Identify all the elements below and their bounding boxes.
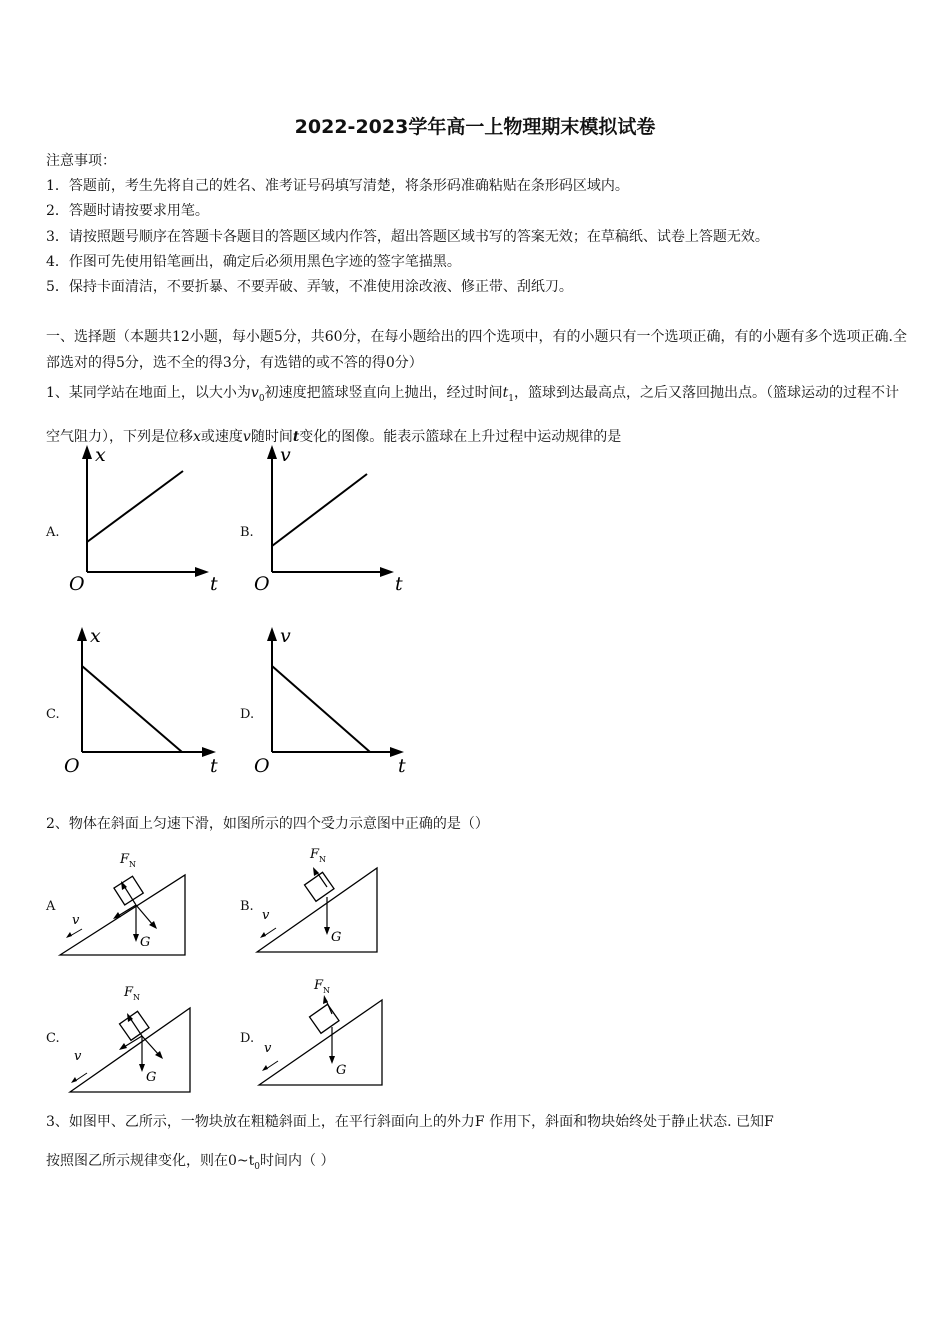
q1-option-c-label: C. bbox=[46, 707, 60, 722]
q1-d-x-label: t bbox=[398, 755, 406, 777]
q2-a-fn: F bbox=[120, 852, 130, 867]
q1-b-y-label: v bbox=[280, 444, 291, 466]
q2-c-g: G bbox=[146, 1070, 157, 1085]
q2-a-v: v bbox=[72, 913, 80, 928]
q2-option-a-label: A bbox=[46, 899, 56, 914]
q1-option-a-label: A. bbox=[46, 525, 60, 540]
q2-b-fn-sub: N bbox=[319, 855, 326, 864]
q1-c-origin: O bbox=[64, 755, 80, 777]
q1-a-x-label: t bbox=[210, 573, 218, 595]
q1-a-origin: O bbox=[69, 573, 85, 595]
notice-item-5: 5．保持卡面清洁，不要折暴、不要弄破、弄皱，不准使用涂改液、修正带、刮纸刀。 bbox=[46, 279, 573, 295]
q2-d-fn-sub: N bbox=[323, 986, 330, 995]
q2-d-g: G bbox=[336, 1063, 347, 1078]
q1-d-origin: O bbox=[254, 755, 270, 777]
q2-option-c-label: C. bbox=[46, 1031, 60, 1046]
q2-d-v: v bbox=[264, 1041, 272, 1056]
q2-option-b-label: B. bbox=[240, 899, 254, 914]
q2-option-d-label: D. bbox=[240, 1031, 255, 1046]
q2-a-g: G bbox=[140, 935, 151, 950]
q2-diagram-c bbox=[62, 980, 197, 1095]
notice-heading: 注意事项： bbox=[46, 153, 116, 169]
question-3-line-1: 3、如图甲、乙所示，一物块放在粗糙斜面上，在平行斜面向上的外力F 作用下，斜面和物块始终处于静止状态. 已知F bbox=[46, 1114, 774, 1130]
q1-option-b-label: B. bbox=[240, 525, 254, 540]
q1-b-x-label: t bbox=[395, 573, 403, 595]
notice-item-1: 1．答题前，考生先将自己的姓名、准考证号码填写清楚，将条形码准确粘贴在条形码区域内。 bbox=[46, 178, 629, 194]
q1-graph-d bbox=[252, 622, 422, 777]
q2-diagram-a bbox=[60, 845, 195, 960]
q1-c-x-label: t bbox=[210, 755, 218, 777]
notice-item-2: 2．答题时请按要求用笔。 bbox=[46, 203, 209, 219]
q2-diagram-b bbox=[252, 840, 387, 955]
q1-b-origin: O bbox=[254, 573, 270, 595]
q2-c-v: v bbox=[74, 1049, 82, 1064]
q2-a-fn-sub: N bbox=[129, 860, 136, 869]
notice-item-3: 3．请按照题号顺序在答题卡各题目的答题区域内作答，超出答题区域书写的答案无效；在草稿纸、试卷上答题无效。 bbox=[46, 229, 769, 245]
q1-graph-a bbox=[64, 440, 234, 595]
q2-c-fn-sub: N bbox=[133, 993, 140, 1002]
section-intro: 一、选择题（本题共12小题，每小题5分，共60分，在每小题给出的四个选项中，有的小题只有一个选项正确，有的小题有多个选项正确.全部选对的得5分，选不全的得3分，有选错的或不答的得0分） bbox=[46, 329, 907, 371]
q1-c-y-label: x bbox=[90, 625, 101, 647]
q2-b-v: v bbox=[262, 908, 270, 923]
q2-c-fn: F bbox=[124, 985, 134, 1000]
q1-graph-c bbox=[62, 622, 232, 777]
question-1: 1、某同学站在地面上，以大小为$v_0$初速度把篮球竖直向上抛出，经过时间$t_1$，篮球到达最高点，之后又落回抛出点。（篮球运动的过程不计空气阻力），下列是位移x或速度v随时间t变化的图像。能表示篮球在上升过程中运动规律的是 bbox=[46, 385, 899, 445]
question-3-line-2: 按照图乙所示规律变化，则在$0\sim t_0$时间内（ ） bbox=[46, 1153, 335, 1172]
question-2: 2、物体在斜面上匀速下滑，如图所示的四个受力示意图中正确的是（） bbox=[46, 816, 489, 832]
q2-b-fn: F bbox=[310, 847, 320, 862]
q1-option-d-label: D. bbox=[240, 707, 255, 722]
q2-diagram-d bbox=[254, 975, 389, 1090]
page-title: 2022-2023学年高一上物理期末模拟试卷 bbox=[294, 116, 656, 138]
q1-d-y-label: v bbox=[280, 625, 291, 647]
q2-d-fn: F bbox=[314, 978, 324, 993]
q1-a-y-label: x bbox=[95, 444, 106, 466]
q2-b-g: G bbox=[331, 930, 342, 945]
notice-item-4: 4．作图可先使用铅笔画出，确定后必须用黑色字迹的签字笔描黑。 bbox=[46, 254, 461, 270]
q1-graph-b bbox=[250, 440, 420, 595]
